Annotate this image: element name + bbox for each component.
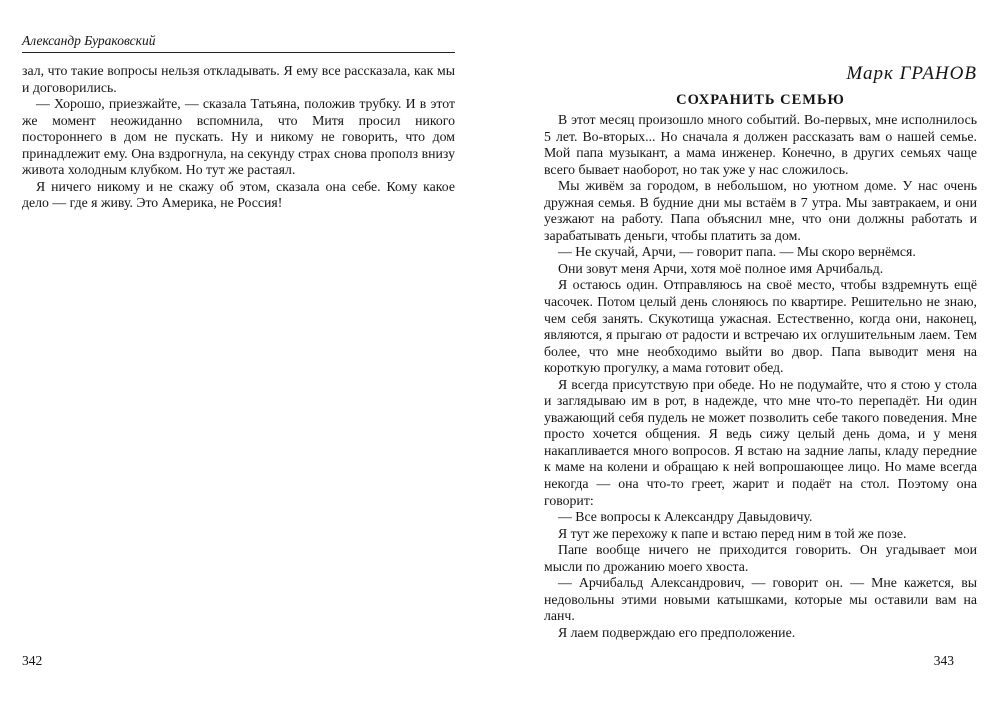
paragraph: Я всегда присутствую при обеде. Но не подумайте, что я стою у стола и заглядываю им в рот, в надежде, что мне что-то перепадёт. Ни один уважающий себя пудель не может позволить себе такого поведения. Мне просто хочется общения. Я ведь сижу целый день дома, и у меня накапливается много вопросов. Я встаю на задние лапы, кладу передние к маме на колени и обращаю к ней вопрошающее лицо. Но маме всегда некогда — она что-то греет, жарит и подаёт на стол. Поэтому она говорит:: [544, 376, 977, 508]
paragraph: Папе вообще ничего не приходится говорить. Он угадывает мои мысли по дрожанию моего хвоста.: [544, 542, 977, 574]
paragraph: зал, что такие вопросы нельзя откладывать. Я ему все рассказала, как мы и договорились.: [22, 63, 455, 95]
paragraph: — Не скучай, Арчи, — говорит папа. — Мы скоро вернёмся.: [558, 244, 916, 260]
story-title: СОХРАНИТЬ СЕМЬЮ: [676, 92, 845, 108]
paragraph: — Хорошо, приезжайте, — сказала Татьяна, положив трубку. И в этот же момент неожиданно вспомнила, что Митя просил никого постороннего в дом не пускать. Ну и никому не говорить, что дом принадлежит ему. Она вздрогнула, на секунду страх снова прополз внизу живота холодным клубком. Но тут же растаял.: [22, 96, 455, 178]
paragraph: Я остаюсь один. Отправляюсь на своё место, чтобы вздремнуть ещё часочек. Потом целый день слоняюсь по квартире. Решительно не знаю, чем себя занять. Скукотища ужасная. Естественно, когда они, наконец, являются, я прыгаю от радости и встречаю их оглушительным лаем. Тем более, что мне необходимо выйти во двор. Папа выводит меня на короткую прогулку, а мама готовит обед.: [544, 277, 977, 376]
right-page: [500, 0, 1000, 707]
paragraph: В этот месяц произошло много событий. Во-первых, мне исполнилось 5 лет. Во-вторых... Но сначала я должен рассказать вам о нашей семье. Мой папа музыкант, а мама инженер. Конечно, в других семьях чаще всего бывает наоборот, но так уже у нас сложилось.: [544, 112, 977, 177]
paragraph: — Все вопросы к Александру Давыдовичу.: [558, 509, 813, 525]
page-number: 342: [22, 653, 43, 668]
left-page-body: [22, 63, 455, 212]
paragraph: Мы живём за городом, в небольшом, но уютном доме. У нас очень дружная семья. В будние дни мы встаём в 7 утра. Мы завтракаем, и они уезжают на работу. Папа объяснил мне, что они должны работать и зарабатывать деньги, чтобы платить за дом.: [544, 178, 977, 243]
paragraph: Я ничего никому и не скажу об этом, сказала она себе. Кому какое дело — где я живу. Это Америка, не Россия!: [22, 178, 455, 211]
author-name: Марк ГРАНОВ: [846, 63, 977, 84]
paragraph: — Арчибальд Александрович, — говорит он. — Мне кажется, вы недовольны этими новыми катышками, которые мы оставили вам на ланч.: [544, 575, 977, 624]
right-page-body: [544, 112, 977, 642]
paragraph: Они зовут меня Арчи, хотя моё полное имя Арчибальд.: [558, 260, 884, 276]
running-head: Александр Бураковский: [22, 33, 455, 53]
page-number: 343: [933, 653, 954, 668]
paragraph: Я лаем подверждаю его предположение.: [558, 624, 796, 640]
paragraph: Я тут же перехожу к папе и встаю перед ним в той же позе.: [558, 525, 907, 541]
